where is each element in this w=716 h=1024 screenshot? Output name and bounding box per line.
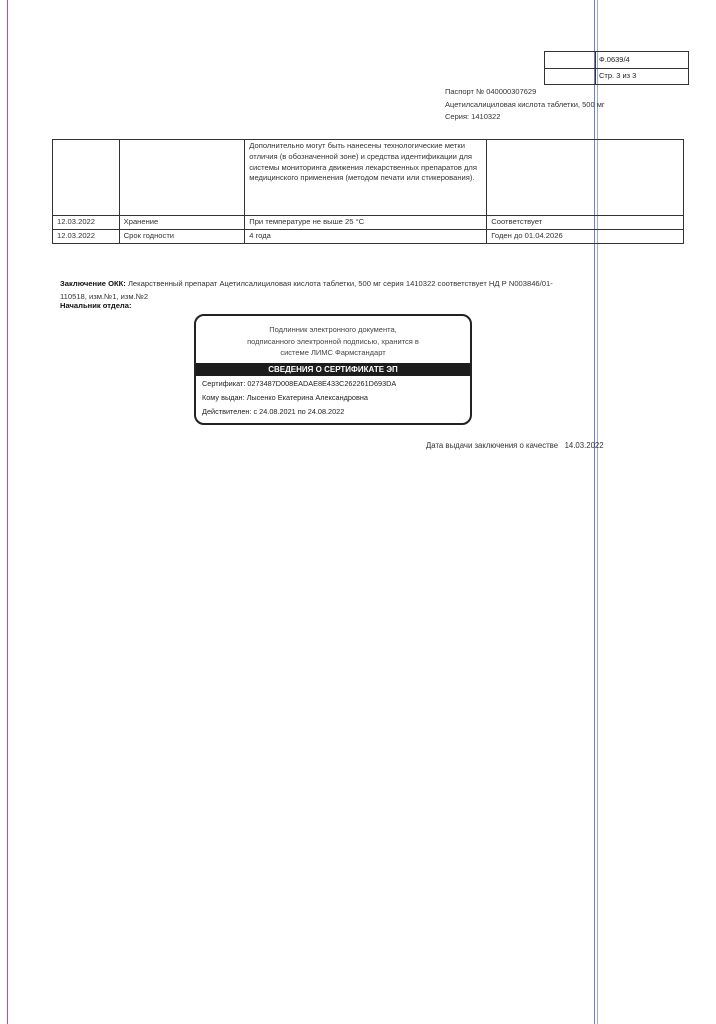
stamp-notice-line: системе ЛИМС Фармстандарт	[280, 348, 386, 357]
conclusion-text: Лекарственный препарат Ацетилсалициловая кислота таблетки, 500 мг серия 1410322 соответствует НД Р N003846/01-110518, изм.№1, изм.№2	[60, 279, 553, 301]
passport-series: Серия: 1410322	[445, 112, 501, 121]
table-row	[53, 229, 684, 243]
page-number: Стр. 3 из 3	[599, 71, 637, 80]
stamp-issued-to: Кому выдан: Лысенко Екатерина Александровна	[202, 393, 368, 402]
form-code-box	[544, 51, 689, 85]
row-requirement: При температуре не выше 25 °С	[245, 216, 487, 230]
row-test: Срок годности	[119, 229, 245, 243]
passport-number: Паспорт № 040000307629	[445, 87, 537, 96]
row-requirement: 4 года	[245, 229, 487, 243]
passport-product: Ацетилсалициловая кислота таблетки, 500 мг	[445, 99, 605, 109]
stamp-original-notice	[196, 324, 470, 359]
form-code-row	[545, 52, 688, 69]
row-requirement: Дополнительно могут быть нанесены технологические метки отличия (в обозначенной зоне) и средства идентификации для системы мониторинга движения лекарственных препаратов для медицинского применения (методом печати или стикерования).	[245, 140, 487, 216]
row-result: Годен до 01.04.2026	[487, 229, 684, 243]
form-code-spacer	[545, 52, 596, 68]
conclusion-issue-date: Дата выдачи заключения о качестве 14.03.2022	[426, 441, 604, 450]
row-date: 12.03.2022	[53, 229, 120, 243]
row-result	[487, 140, 684, 216]
stamp-validity: Действителен: с 24.08.2021 по 24.08.2022	[202, 407, 345, 416]
test-results-table	[52, 139, 684, 244]
table-row	[53, 216, 684, 230]
page-number-row	[545, 68, 688, 84]
form-code: Ф.0639/4	[599, 55, 630, 64]
row-result: Соответствует	[487, 216, 684, 230]
row-date: 12.03.2022	[53, 216, 120, 230]
head-of-department-label: Начальник отдела:	[60, 301, 132, 310]
row-test: Хранение	[119, 216, 245, 230]
page-number-spacer	[545, 68, 596, 84]
electronic-signature-stamp	[194, 314, 472, 425]
stamp-notice-line: подписанного электронной подписью, хранится в	[247, 336, 419, 346]
stamp-notice-line: Подлинник электронного документа,	[269, 325, 397, 334]
passport-block	[445, 86, 605, 124]
row-date	[53, 140, 120, 216]
table-row	[53, 140, 684, 216]
stamp-certificate-number: Сертификат: 0273487D008EADAE8E433C262261D693DA	[202, 379, 397, 388]
stamp-certificate-header: СВЕДЕНИЯ О СЕРТИФИКАТЕ ЭП	[196, 363, 470, 376]
row-test	[119, 140, 245, 216]
qc-conclusion	[60, 278, 570, 303]
scan-edge-left	[7, 0, 8, 1024]
conclusion-label: Заключение ОКК:	[60, 279, 126, 288]
